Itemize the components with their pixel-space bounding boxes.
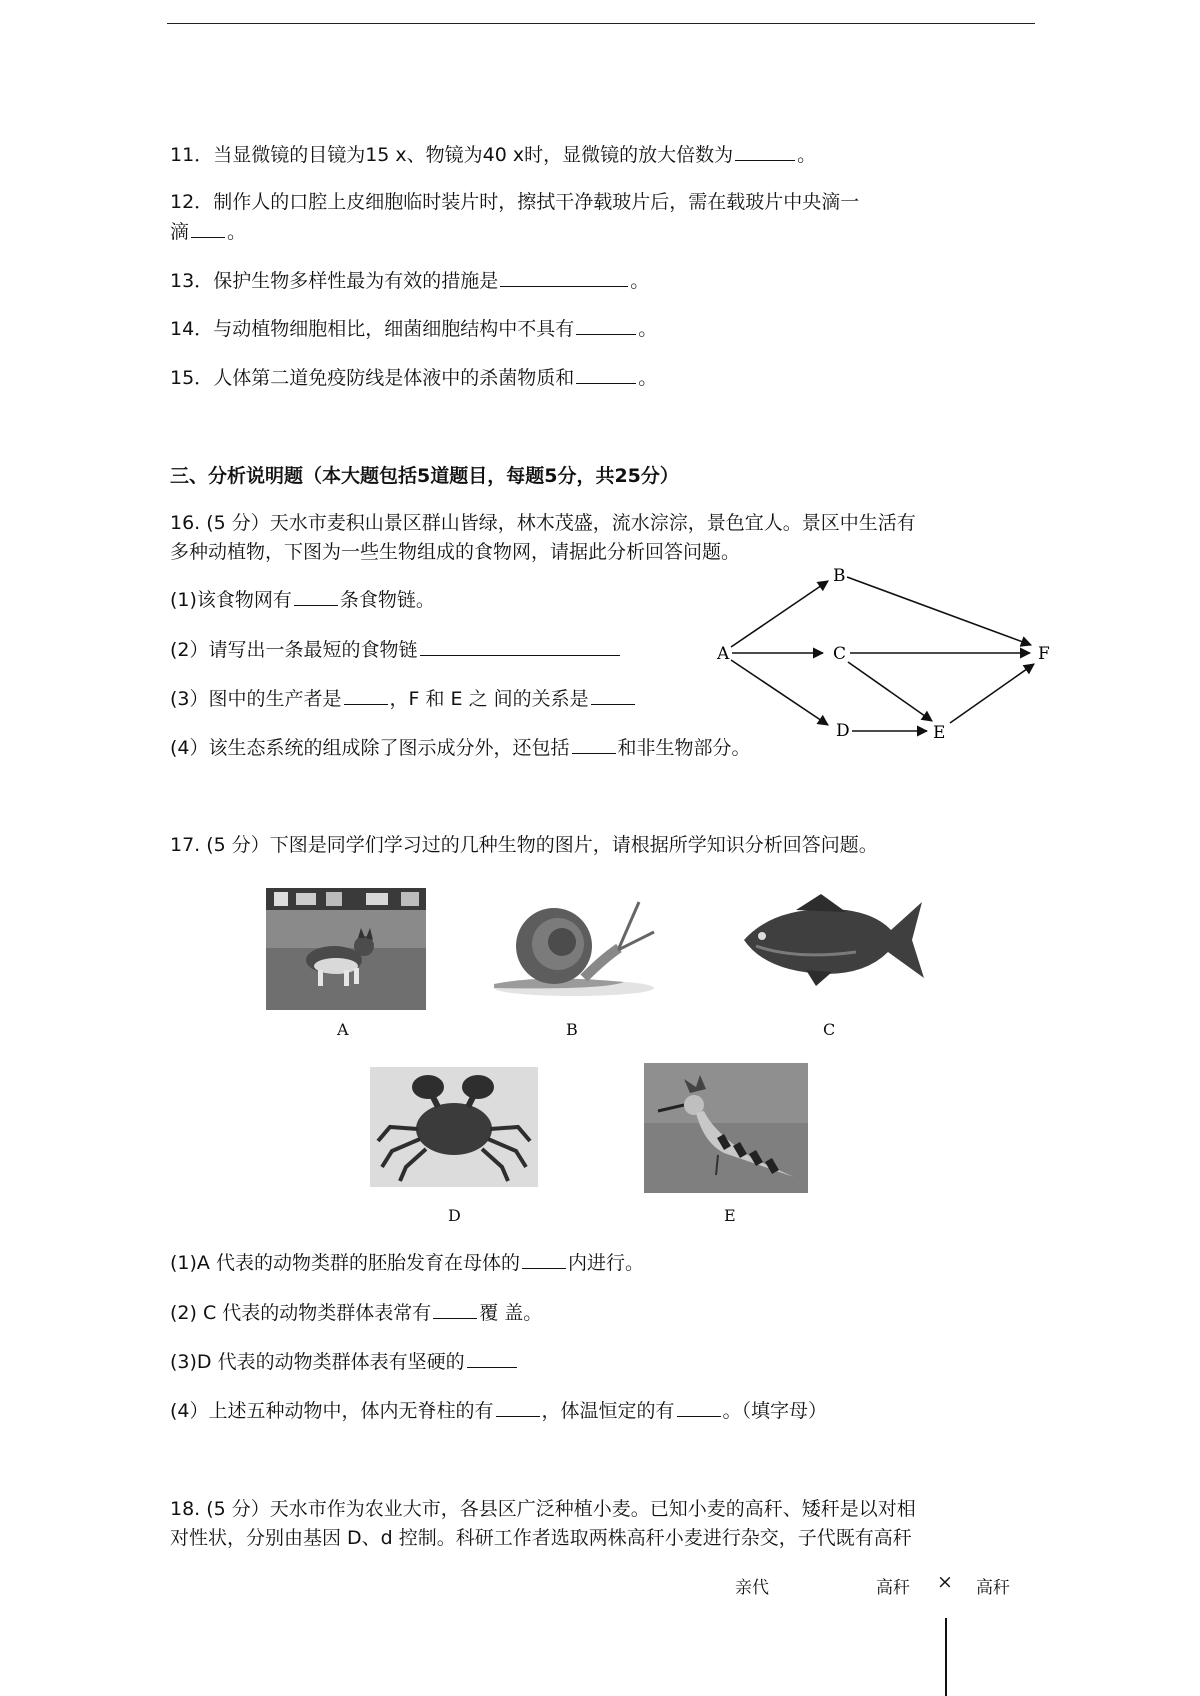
question-text: 制作人的口腔上皮细胞临时装片时，擦拭干净载玻片后，需在载玻片中央滴一 xyxy=(213,191,860,213)
answer-blank[interactable] xyxy=(591,686,635,705)
question-number: 11． xyxy=(170,144,214,166)
question-text: (2）请写出一条最短的食物链 xyxy=(170,639,418,661)
node-d-label: D xyxy=(836,721,850,741)
node-f-label: F xyxy=(1038,644,1050,664)
crab-image xyxy=(370,1067,538,1187)
answer-blank[interactable] xyxy=(576,316,636,335)
answer-blank[interactable] xyxy=(467,1349,517,1368)
question-12-line2 xyxy=(170,219,246,245)
question-text: (2) C 代表的动物类群体表常有 xyxy=(170,1302,432,1324)
answer-blank[interactable] xyxy=(522,1250,566,1269)
caption-d: D xyxy=(448,1206,461,1225)
cross-sign: × xyxy=(937,1571,953,1593)
q16-intro-line2: 多种动植物，下图为一些生物组成的食物网，请据此分析回答问题。 xyxy=(170,541,741,563)
question-14 xyxy=(170,316,657,342)
caption-c: C xyxy=(823,1020,836,1039)
question-text: 滴 xyxy=(170,221,190,243)
question-text: 。 xyxy=(638,318,658,340)
q17-part3 xyxy=(170,1349,519,1375)
arrow-a-d xyxy=(731,660,828,725)
q17-part4 xyxy=(170,1398,827,1424)
food-web-diagram xyxy=(700,560,1060,750)
question-text: (4）该生态系统的组成除了图示成分外，还包括 xyxy=(170,737,570,759)
fish-image xyxy=(736,890,926,990)
answer-blank[interactable] xyxy=(677,1398,721,1417)
question-number: 15． xyxy=(170,367,214,389)
arrow-e-f xyxy=(950,664,1034,723)
answer-blank[interactable] xyxy=(344,686,388,705)
question-number: 13． xyxy=(170,270,214,292)
answer-blank[interactable] xyxy=(576,365,636,384)
q18-intro-line1: 18. (5 分）天水市作为农业大市，各县区广泛种植小麦。已知小麦的高秆、矮秆是以对相 xyxy=(170,1498,916,1520)
node-e-label: E xyxy=(933,723,946,743)
answer-blank[interactable] xyxy=(496,1398,540,1417)
q16-part4 xyxy=(170,735,751,761)
q16-part3 xyxy=(170,686,637,712)
question-text: 人体第二道免疫防线是体液中的杀菌物质和 xyxy=(213,367,575,389)
answer-blank[interactable] xyxy=(433,1300,477,1319)
question-text: 。 xyxy=(797,144,817,166)
arrow-a-b xyxy=(731,581,828,647)
question-text: 与动植物细胞相比，细菌细胞结构中不具有 xyxy=(213,318,575,340)
question-12-line1 xyxy=(170,189,859,215)
q16-part1 xyxy=(170,587,435,613)
question-number: 12． xyxy=(170,191,214,213)
answer-blank[interactable] xyxy=(191,219,225,238)
node-a-label: A xyxy=(717,644,730,664)
question-15 xyxy=(170,365,657,391)
question-text: (1)该食物网有 xyxy=(170,589,292,611)
arrow-b-f xyxy=(847,577,1031,645)
arrow-c-e xyxy=(848,662,932,721)
question-text: ，F 和 E 之 间的关系是 xyxy=(389,688,589,710)
answer-blank[interactable] xyxy=(294,587,338,606)
dog-image xyxy=(266,888,426,1010)
answer-blank[interactable] xyxy=(572,735,616,754)
cross-generation-label: 亲代 xyxy=(735,1578,769,1598)
question-text: 覆 盖。 xyxy=(479,1302,543,1324)
q17-part1 xyxy=(170,1250,644,1276)
question-text: (4）上述五种动物中，体内无脊柱的有 xyxy=(170,1400,494,1422)
cross-parent2: 高秆 xyxy=(976,1578,1010,1598)
question-text: 条食物链。 xyxy=(339,589,435,611)
question-text: 。 xyxy=(227,221,247,243)
caption-a: A xyxy=(337,1020,349,1039)
answer-blank[interactable] xyxy=(420,637,620,656)
question-text: 。 xyxy=(638,367,658,389)
question-number: 14． xyxy=(170,318,214,340)
question-text: ，体温恒定的有 xyxy=(541,1400,675,1422)
q16-intro-line1: 16. (5 分）天水市麦积山景区群山皆绿，林木茂盛，流水淙淙，景色宜人。景区中生活有 xyxy=(170,512,916,534)
question-text: (3)D 代表的动物类群体表有坚硬的 xyxy=(170,1351,465,1373)
caption-b: B xyxy=(566,1020,578,1039)
snail-image xyxy=(484,888,664,998)
question-text: 和非生物部分。 xyxy=(617,737,751,759)
header-rule xyxy=(167,23,1035,24)
caption-e: E xyxy=(724,1206,736,1225)
answer-blank[interactable] xyxy=(735,142,795,161)
question-text: (3）图中的生产者是 xyxy=(170,688,342,710)
question-13 xyxy=(170,268,649,294)
q17-intro: 17. (5 分）下图是同学们学习过的几种生物的图片，请根据所学知识分析回答问题。 xyxy=(170,834,878,856)
question-text: 。 xyxy=(630,270,650,292)
question-text: 。（填字母） xyxy=(722,1400,828,1422)
cross-parent1: 高秆 xyxy=(876,1578,910,1598)
bird-image xyxy=(644,1063,808,1193)
answer-blank[interactable] xyxy=(500,268,628,287)
q18-intro-line2: 对性状，分别由基因 D、d 控制。科研工作者选取两株高秆小麦进行杂交，子代既有高秆 xyxy=(170,1527,912,1549)
question-text: 当显微镜的目镜为15 x、物镜为40 x时，显微镜的放大倍数为 xyxy=(213,144,734,166)
q17-part2 xyxy=(170,1300,542,1326)
section-heading: 三、分析说明题（本大题包括5道题目，每题5分，共25分） xyxy=(170,465,679,487)
node-b-label: B xyxy=(833,566,846,586)
question-text: 保护生物多样性最为有效的措施是 xyxy=(213,270,499,292)
question-11 xyxy=(170,142,816,168)
question-text: (1)A 代表的动物类群的胚胎发育在母体的 xyxy=(170,1252,520,1274)
cross-arrow-line xyxy=(945,1618,947,1696)
q16-part2 xyxy=(170,637,622,663)
node-c-label: C xyxy=(833,644,847,664)
question-text: 内进行。 xyxy=(567,1252,644,1274)
